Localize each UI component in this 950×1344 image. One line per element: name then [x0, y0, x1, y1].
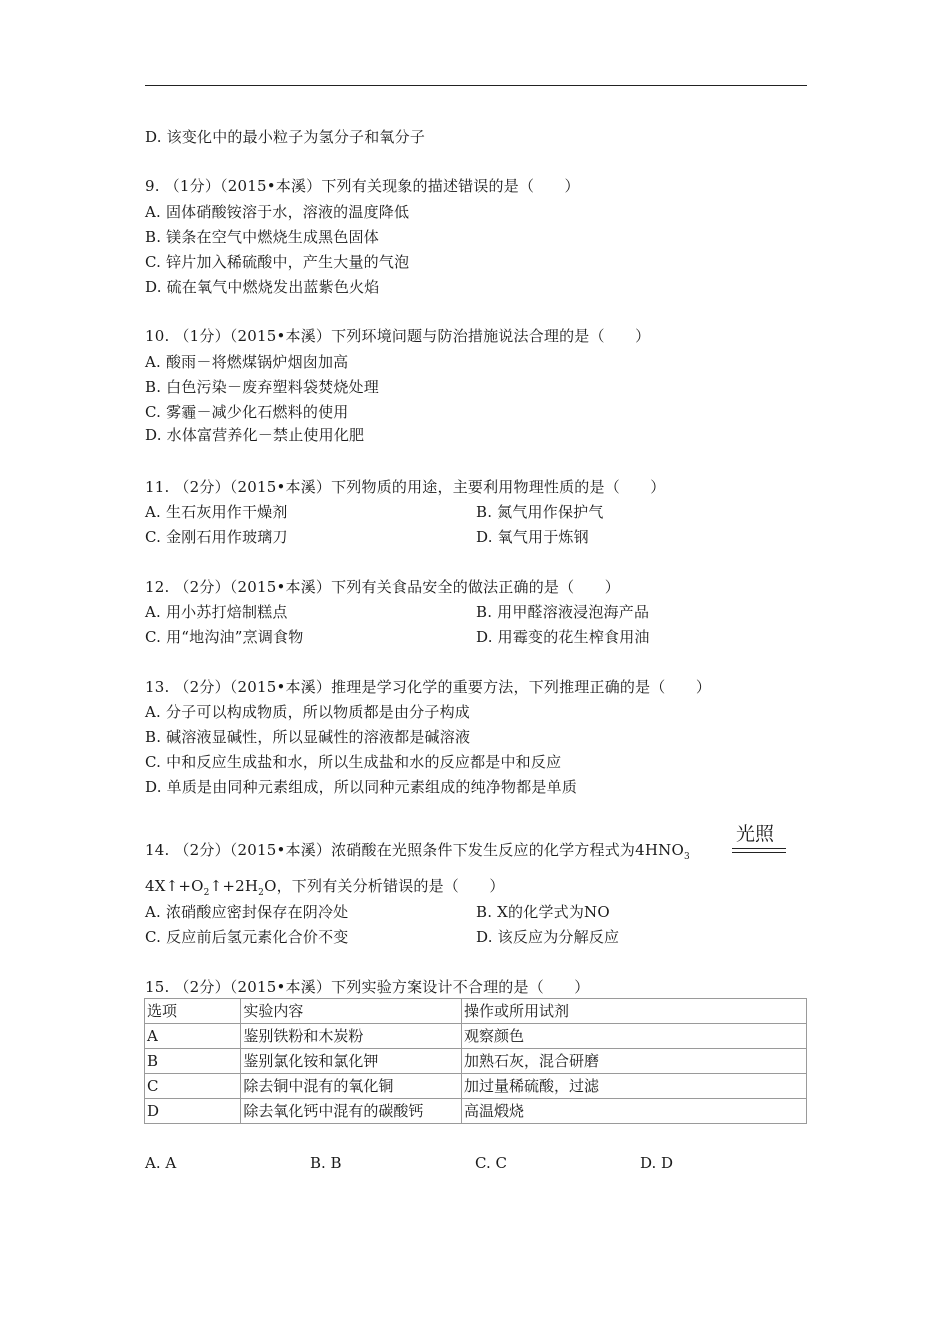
reaction-condition: 光照	[736, 823, 775, 845]
q12-option-a: A. 用小苏打焙制糕点	[145, 603, 288, 621]
table-row	[145, 1024, 807, 1049]
q15-option-d: D. D	[640, 1154, 674, 1172]
q14-equation-products	[145, 876, 505, 903]
table-cell: A	[145, 1024, 241, 1049]
table-cell: 高温煅烧	[462, 1099, 807, 1124]
q11-stem: 11. （2分）（2015•本溪）下列物质的用途，主要利用物理性质的是（ ）	[145, 478, 666, 496]
q12-option-c: C. 用“地沟油”烹调食物	[145, 628, 304, 646]
q14-option-a: A. 浓硝酸应密封保存在阴冷处	[145, 903, 349, 921]
q10-stem: 10. （1分）（2015•本溪）下列环境问题与防治措施说法合理的是（ ）	[145, 327, 651, 345]
table-header-cell: 实验内容	[241, 999, 462, 1024]
table-cell: 鉴别铁粉和木炭粉	[241, 1024, 462, 1049]
table-cell: C	[145, 1074, 241, 1099]
q10-option-b: B. 白色污染－废弃塑料袋焚烧处理	[145, 378, 379, 396]
q14-eq-part1: 4X↑+O	[145, 877, 204, 895]
experiment-table	[144, 998, 807, 1124]
table-cell: D	[145, 1099, 241, 1124]
q9-option-d: D. 硫在氧气中燃烧发出蓝紫色火焰	[145, 278, 380, 296]
q10-option-a: A. 酸雨－将燃煤锅炉烟囱加高	[145, 353, 349, 371]
q8-option-d: D. 该变化中的最小粒子为氢分子和氧分子	[145, 128, 426, 146]
reaction-arrow	[732, 823, 788, 857]
q12-stem: 12. （2分）（2015•本溪）下列有关食品安全的做法正确的是（ ）	[145, 578, 620, 596]
table-cell: 除去氧化钙中混有的碳酸钙	[241, 1099, 462, 1124]
q9-option-c: C. 锌片加入稀硫酸中，产生大量的气泡	[145, 253, 410, 271]
q14-eq-part2: ↑+2H	[209, 877, 259, 895]
header-rule	[145, 85, 807, 86]
q14-stem-text: 14. （2分）（2015•本溪）浓硝酸在光照条件下发生反应的化学方程式为4HNO	[145, 841, 684, 859]
q13-option-d: D. 单质是由同种元素组成，所以同种元素组成的纯净物都是单质	[145, 778, 578, 796]
table-row	[145, 1049, 807, 1074]
q15-option-c: C. C	[475, 1154, 507, 1172]
q13-stem: 13. （2分）（2015•本溪）推理是学习化学的重要方法，下列推理正确的是（ ）	[145, 678, 712, 696]
q15-option-b: B. B	[310, 1154, 342, 1172]
equals-arrow-icon	[732, 848, 786, 853]
q14-stem-subscript: 3	[683, 852, 690, 862]
q9-option-b: B. 镁条在空气中燃烧生成黑色固体	[145, 228, 379, 246]
table-cell: 加过量稀硫酸，过滤	[462, 1074, 807, 1099]
q14-eq-sub1: 2	[203, 888, 210, 898]
q10-option-d: D. 水体富营养化－禁止使用化肥	[145, 426, 365, 444]
q15-option-a: A. A	[145, 1154, 177, 1172]
q14-option-c: C. 反应前后氢元素化合价不变	[145, 928, 349, 946]
table-cell: 加熟石灰，混合研磨	[462, 1049, 807, 1074]
q11-option-b: B. 氮气用作保护气	[476, 503, 604, 521]
table-header-cell: 操作或所用试剂	[462, 999, 807, 1024]
q11-option-d: D. 氧气用于炼钢	[476, 528, 589, 546]
q14-option-d: D. 该反应为分解反应	[476, 928, 620, 946]
q12-option-b: B. 用甲醛溶液浸泡海产品	[476, 603, 650, 621]
q13-option-a: A. 分子可以构成物质，所以物质都是由分子构成	[145, 703, 470, 721]
q14-option-b: B. X的化学式为NO	[476, 903, 610, 921]
q11-option-a: A. 生石灰用作干燥剂	[145, 503, 288, 521]
q9-stem: 9. （1分）（2015•本溪）下列有关现象的描述错误的是（ ）	[145, 177, 580, 195]
table-cell: 观察颜色	[462, 1024, 807, 1049]
q14-eq-sub2: 2	[258, 888, 265, 898]
q14-stem	[145, 840, 690, 867]
table-cell: B	[145, 1049, 241, 1074]
q11-option-c: C. 金刚石用作玻璃刀	[145, 528, 288, 546]
table-header-row	[145, 999, 807, 1024]
table-row	[145, 1074, 807, 1099]
q13-option-c: C. 中和反应生成盐和水，所以生成盐和水的反应都是中和反应	[145, 753, 562, 771]
q13-option-b: B. 碱溶液显碱性，所以显碱性的溶液都是碱溶液	[145, 728, 471, 746]
table-row	[145, 1099, 807, 1124]
q14-eq-part3: O，下列有关分析错误的是（ ）	[264, 877, 505, 895]
table-cell: 除去铜中混有的氧化铜	[241, 1074, 462, 1099]
q15-stem: 15. （2分）（2015•本溪）下列实验方案设计不合理的是（ ）	[145, 978, 590, 996]
table-header-cell: 选项	[145, 999, 241, 1024]
table-cell: 鉴别氯化铵和氯化钾	[241, 1049, 462, 1074]
q10-option-c: C. 雾霾－减少化石燃料的使用	[145, 403, 349, 421]
q9-option-a: A. 固体硝酸铵溶于水，溶液的温度降低	[145, 203, 410, 221]
q12-option-d: D. 用霉变的花生榨食用油	[476, 628, 650, 646]
